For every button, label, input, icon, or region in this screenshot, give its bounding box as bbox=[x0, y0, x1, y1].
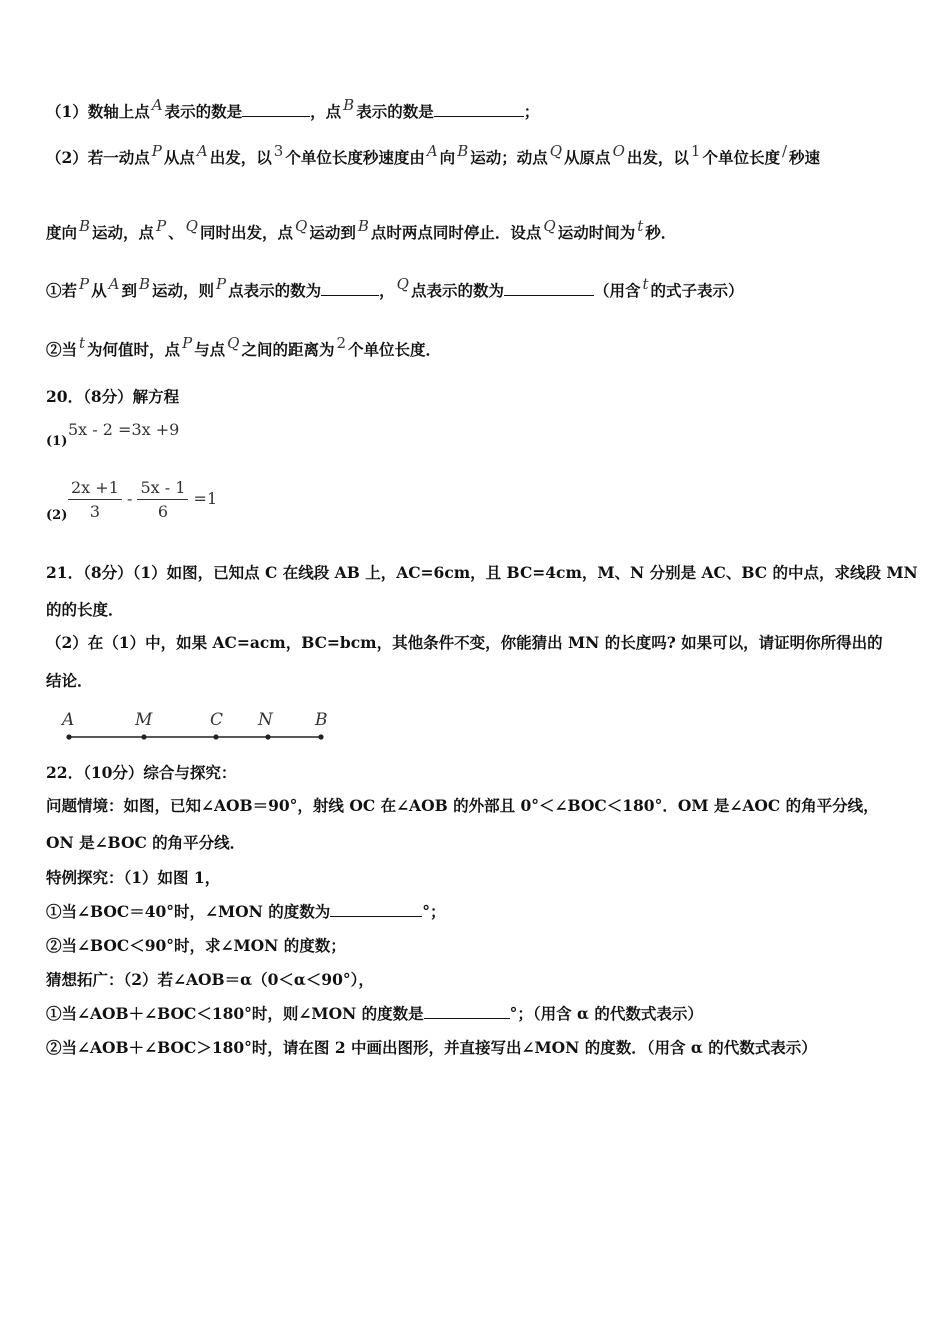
answer-blank[interactable] bbox=[242, 102, 310, 117]
q21-line1: 21．（8分）（1）如图，已知点 C 在线段 AB 上，AC=6cm，且 BC=4cm，M、N 分别是 AC、BC 的中点，求线段 MN bbox=[46, 563, 918, 582]
point-M-label: M bbox=[135, 710, 153, 730]
q22-line1: 问题情境：如图，已知∠AOB＝90°，射线 OC 在∠AOB 的外部且 0°＜∠BOC＜180°．OM 是∠AOC 的角平分线， bbox=[46, 796, 879, 815]
q20-eq1: 5x - 2 =3x +9 bbox=[68, 420, 180, 439]
q19-sub2: ②当 t 为何值时，点 P 与点 Q 之间的距离为 2 个单位长度． bbox=[46, 334, 442, 359]
point-C-dot bbox=[213, 734, 218, 739]
point-B-dot bbox=[318, 734, 323, 739]
q19-part2: （2）若一动点 P 从点 A 出发，以 3 个单位长度秒速度由 A 向 B 运动；动点 Q 从原点 O 出发，以 1 个单位长度 / 秒速 bbox=[46, 142, 821, 167]
point-N-dot bbox=[265, 734, 270, 739]
point-B-label: B bbox=[315, 710, 328, 730]
fraction-1: $\frac{2x +1}{3}$ bbox=[68, 478, 122, 521]
answer-blank[interactable] bbox=[330, 902, 422, 917]
q19-part1: （1）数轴上点 A 表示的数是 ，点 B 表示的数是 ； bbox=[46, 96, 540, 121]
point-A-label: A bbox=[62, 710, 75, 730]
point-N-label: N bbox=[258, 710, 273, 730]
q21-line4: 结论． bbox=[46, 671, 93, 690]
q22-line4: ①当∠BOC＝40°时，∠MON 的度数为 °； bbox=[46, 902, 446, 921]
point-C-label: C bbox=[210, 710, 224, 730]
q22-line3: 特例探究：（1）如图 1， bbox=[46, 868, 221, 887]
q19-part2-cont: 度向 B 运动，点 P 、 Q 同时出发，点 Q 运动到 B 点时两点同时停止．设点 Q 运动时间为 t 秒． bbox=[46, 217, 677, 242]
q22-line8: ②当∠AOB＋∠BOC＞180°时，请在图 2 中画出图形，并直接写出∠MON 的度数．（用含 α 的代数式表示） bbox=[46, 1038, 817, 1057]
q20-title: 20．（8分）解方程 bbox=[46, 387, 180, 406]
q20-eq2: $\frac{2x +1}{3}$ - $\frac{5x - 1}{6}$ =1 bbox=[68, 478, 217, 521]
q22-line5: ②当∠BOC＜90°时，求∠MON 的度数； bbox=[46, 936, 346, 955]
answer-blank[interactable] bbox=[434, 102, 524, 117]
answer-blank[interactable] bbox=[321, 281, 379, 296]
q19-sub1: ①若 P 从 A 到 B 运动，则 P 点表示的数为 ， Q 点表示的数为 （用含 t 的式子表示） bbox=[46, 275, 744, 300]
q22-line7: ①当∠AOB＋∠BOC＜180°时，则∠MON 的度数是 °；（用含 α 的代数式表示） bbox=[46, 1004, 703, 1023]
answer-blank[interactable] bbox=[504, 281, 594, 296]
fraction-2: $\frac{5x - 1}{6}$ bbox=[137, 478, 188, 521]
answer-blank[interactable] bbox=[424, 1004, 510, 1019]
var-A: A bbox=[151, 96, 163, 114]
point-M-dot bbox=[141, 734, 146, 739]
q21-line2: 的的长度． bbox=[46, 600, 124, 619]
segment-diagram bbox=[55, 705, 345, 750]
q21-line3: （2）在（1）中，如果 AC=acm，BC=bcm，其他条件不变，你能猜出 MN 的长度吗? 如果可以，请证明你所得出的 bbox=[46, 633, 883, 652]
q22-line2: ON 是∠BOC 的角平分线． bbox=[46, 833, 246, 852]
q22-line6: 猜想拓广：（2）若∠AOB＝α（0＜α＜90°）， bbox=[46, 970, 374, 989]
q22-title: 22．（10分）综合与探究： bbox=[46, 763, 237, 782]
var-B: B bbox=[343, 96, 355, 114]
q20-eq1-label: (1) bbox=[46, 434, 68, 449]
q20-eq2-label: (2) bbox=[46, 508, 68, 523]
point-A-dot bbox=[66, 734, 71, 739]
